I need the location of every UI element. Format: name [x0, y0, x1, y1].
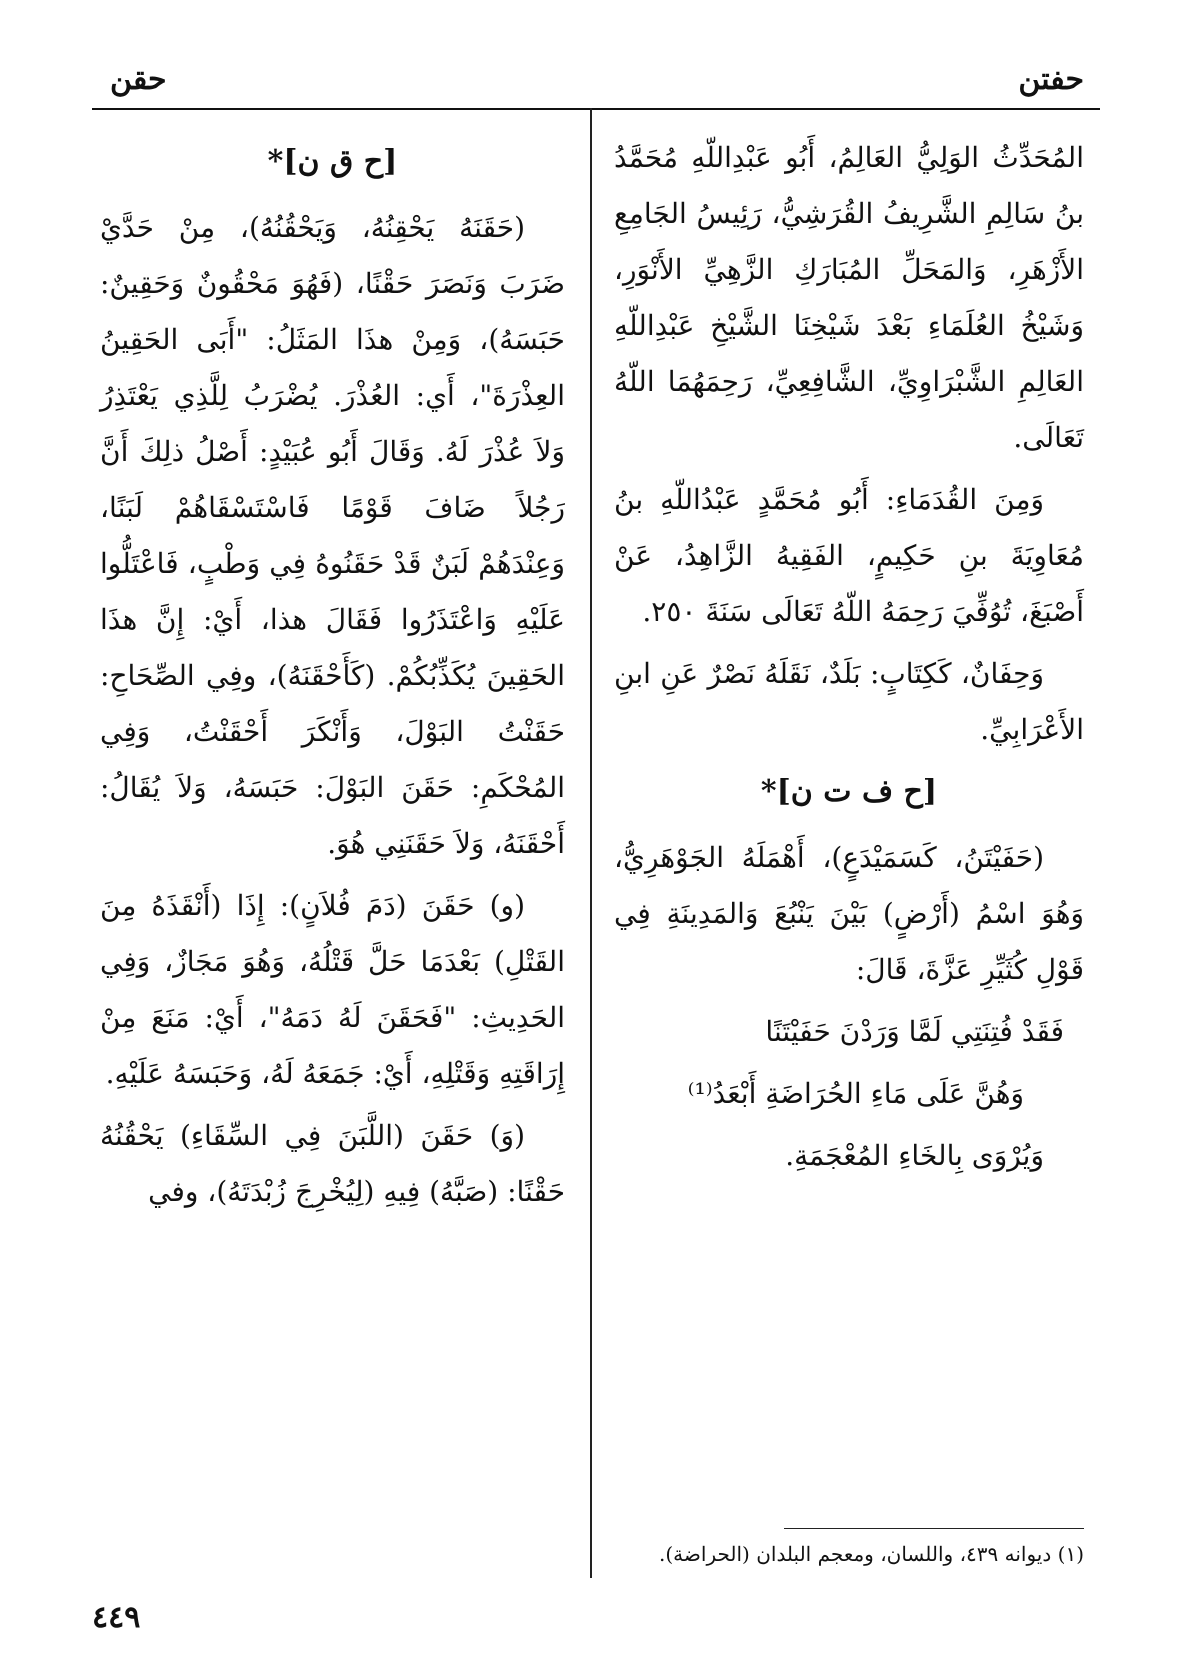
paragraph: (و) حَقَنَ (دَمَ فُلاَنٍ): إِذَا (أَنْقَذَهُ مِنَ القَتْلِ) بَعْدَمَا حَلَّ قَتْلُهُ، وَهُوَ مَجَازٌ، وَفِي الحَدِيثِ: "فَحَقَنَ لَهُ دَمَهُ"، أَيْ: مَنَعَ مِنْ إِرَاقَتِهِ وَقَتْلِهِ، أَيْ: جَمَعَهُ لَهُ، وَحَبَسَهُ عَلَيْهِ.	[91, 889, 565, 1090]
footnote-rule	[784, 1528, 1084, 1529]
verse-line: فَقَدْ فُتِنَتِي لَمَّا وَرَدْنَ حَفَيْتَنًا	[765, 1015, 1064, 1048]
closing-note: وَيُرْوَى بِالخَاءِ المُعْجَمَةِ.	[785, 1139, 1044, 1172]
root-heading: [ح ق ن]*	[267, 144, 398, 179]
paragraph: وَمِنَ القُدَمَاءِ: أَبُو مُحَمَّدٍ عَبْدُاللّهِ بنُ مُعَاوِيَةَ بنِ حَكِيمٍ، الفَقِيهُ الزَّاهِدُ، عَنْ أَصْبَغَ، تُوُفِّيَ رَحِمَهُ اللّهُ تَعَالَى سَنَةَ ٢٥٠.	[605, 483, 1084, 628]
right-column	[605, 130, 1084, 1190]
paragraph: (وَ) حَقَنَ (اللَّبَنَ فِي السِّقَاءِ) يَحْقُنُهُ حَقْنًا: (صَبَّهُ) فِيهِ (لِيُخْرِجَ زُبْدَتَهُ)، وفي	[91, 1119, 565, 1208]
paragraph: وَحِفَانٌ، كَكِتَابٍ: بَلَدٌ، نَقَلَهُ نَصْرٌ عَنِ ابنِ الأَعْرَابِيِّ.	[605, 657, 1084, 746]
running-header-left: حقن	[110, 62, 167, 97]
page-number: ٤٤٩	[92, 1600, 141, 1635]
paragraph: المُحَدِّثُ الوَلِيُّ العَالِمُ، أَبُو عَبْدِاللّهِ مُحَمَّدُ بنُ سَالِمِ الشَّرِيفُ القُرَشِيُّ، رَئِيسُ الجَامِعِ الأَزْهَرِ، وَالمَحَلِّ المُبَارَكِ الزَّهِيِّ الأَنْوَرِ، وَشَيْخُ العُلَمَاءِ بَعْدَ شَيْخِنَا الشَّيْخِ عَبْدِاللّهِ العَالِمِ الشَّبْرَاوِيِّ، الشَّافِعِيِّ، رَحِمَهُمَا اللّهُ تَعَالَى.	[605, 141, 1084, 454]
footnote: (١) ديوانه ٤٣٩، واللسان، ومعجم البلدان (الحراضة).	[659, 1542, 1084, 1566]
left-column	[91, 130, 565, 1570]
running-header-right: حفتن	[1018, 62, 1084, 97]
header-rule	[92, 108, 1100, 110]
root-heading: [ح ف ت ن]*	[760, 774, 938, 809]
paragraph: (حَقَنَهُ يَحْقِنُهُ، وَيَحْقُنُهُ)، مِنْ حَدَّيْ ضَرَبَ وَنَصَرَ حَقْنًا، (فَهُوَ مَحْقُونٌ وَحَقِينٌ: حَبَسَهُ)، وَمِنْ هذَا المَثَلُ: "أَبَى الحَقِينُ العِذْرَةَ"، أَي: العُذْرَ. يُضْرَبُ لِلَّذِي يَعْتَذِرُ وَلاَ عُذْرَ لَهُ. وَقَالَ أَبُو عُبَيْدٍ: أَصْلُ ذلِكَ أَنَّ رَجُلاً ضَافَ قَوْمًا فَاسْتَسْقَاهُمْ لَبَنًا، وَعِنْدَهُمْ لَبَنٌ قَدْ حَقَنُوهُ فِي وَطْبٍ، فَاعْتَلُّوا عَلَيْهِ وَاعْتَذَرُوا فَقَالَ هذا، أَيْ: إِنَّ هذَا الحَقِينَ يُكَذِّبُكُمْ. (كَأَحْقَنَهُ)، وفِي الصِّحَاحِ: حَقَنْتُ البَوْلَ، وَأَنْكَرَ أَحْقَنْتُ، وَفِي المُحْكَمِ: حَقَنَ البَوْلَ: حَبَسَهُ، وَلاَ يُقَالُ: أَحْقَنَهُ، وَلاَ حَقَنَنِي هُوَ.	[91, 211, 565, 860]
entry-paragraph: (حَفَيْتَنُ، كَسَمَيْدَعٍ)، أَهْمَلَهُ الجَوْهَرِيُّ، وَهُوَ اسْمُ (أَرْضٍ) بَيْنَ يَنْبُعَ وَالمَدِينَةِ فِي قَوْلِ كُثَيِّرِ عَزَّةَ، قَالَ:	[605, 841, 1084, 986]
verse-line: وَهُنَّ عَلَى مَاءِ الحُرَاضَةِ أَبْعَدُ⁽¹⁾	[687, 1077, 1024, 1110]
column-divider	[590, 108, 592, 1578]
